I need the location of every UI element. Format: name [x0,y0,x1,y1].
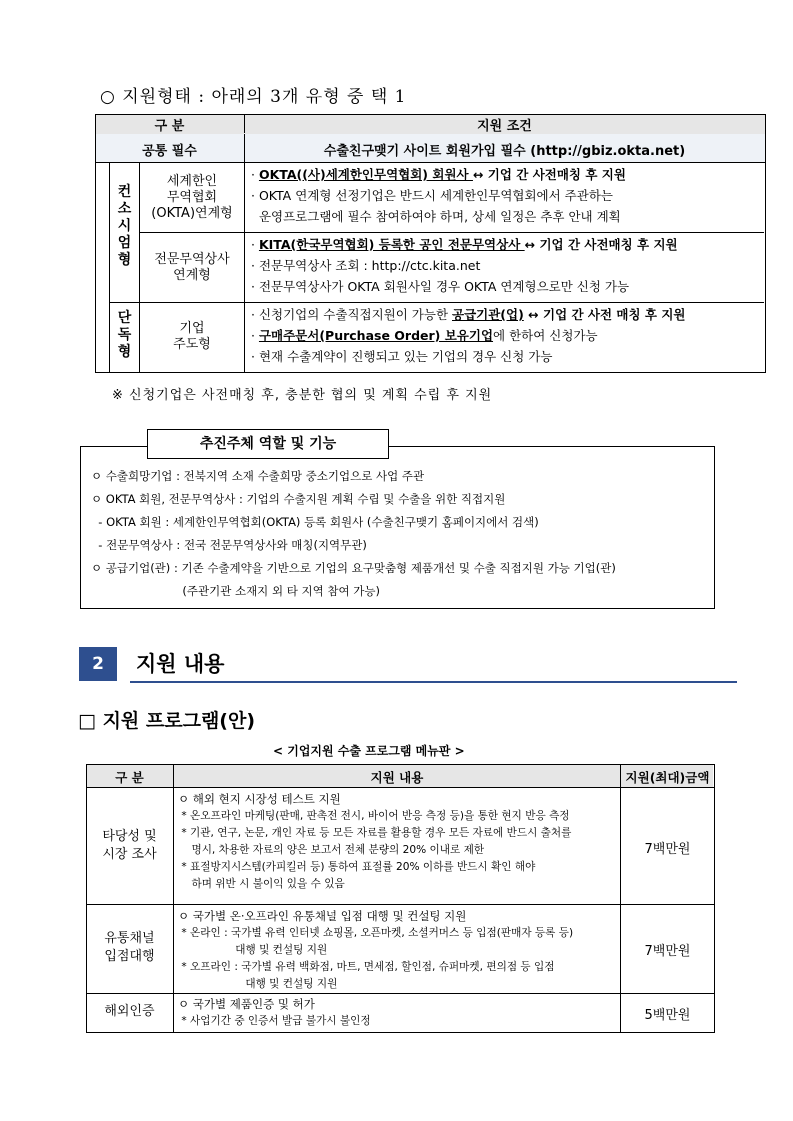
section-divider [130,681,737,683]
roles-box [80,446,715,609]
section-number: 2 [79,647,117,681]
program-header-content: 지원 내용 [370,770,424,785]
solo-label: 단 독 형 [117,310,132,360]
header-category-cell: 구 분 [154,119,185,134]
roles-title: 추진주체 역할 및 기능 [147,429,389,459]
roles-item: - 전문무역상사 : 전국 전문무역상사와 매칭(지역무관) [91,538,367,552]
program-header-amount: 지원(최대)금액 [625,770,710,785]
row-amount: 7백만원 [644,944,691,959]
row-amount: 5백만원 [644,1008,691,1023]
row-category: 해외인증 [104,1004,155,1019]
common-condition-cell: 수출친구맺기 사이트 회원가입 필수 (http://gbiz.okta.net) [323,144,686,159]
roles-item: (주관기관 소재지 외 타 지역 참여 가능) [91,584,380,598]
roles-item: - OKTA 회원 : 세계한인무역협회(OKTA) 등록 회원사 (수출친구맺기 홈페이지에서 검색) [91,515,539,529]
row-content: ㅇ 국가별 온·오프라인 유통채널 입점 대행 및 컨설팅 지원 * 온라인 : 국가별 유력 인터넷 쇼핑몰, 오픈마켓, 소셜커머스 등 입점(판매자 등록 등) 대행 및 컨설팅 지원 * 오프라인 : 국가별 유력 백화점, 마트, 면세점, 할인점, 슈퍼마켓, 편의점 등 입점 대행 및 컨설팅 지원 [178,909,574,990]
roles-item: ㅇ 수출희망기업 : 전북지역 소재 수출희망 중소기업으로 사업 주관 [91,469,425,483]
roles-item: ㅇ OKTA 회원, 전문무역상사 : 기업의 수출지원 계획 수립 및 수출을 위한 직접지원 [91,492,506,506]
company-type-name: 기업 주도형 [173,321,211,352]
okta-conditions: · OKTA((사)세계한인무역협회) 회원사 ↔ 기업 간 사전매칭 후 지원 · OKTA 연계형 선정기업은 반드시 세계한인무역협회에서 주관하는 운영프로그램에 필수 참여하여야 하며, 상세 일정은 추후 안내 계획 [251,167,626,224]
row-content: ㅇ 해외 현지 시장성 테스트 지원 * 온오프라인 마케팅(판매, 판촉전 전시, 바이어 반응 측정 등)을 통한 현지 반응 측정 * 기관, 연구, 논문, 개인 자료 등 모든 자료를 활용할 경우 모든 자료에 반드시 출처를 명시, 차용한 자료의 양은 보고서 전체 분량의 20% 이내로 제한 * 표절방지시스템(카피킬러 등) 통하여 표절률 20% 이하를 반드시 확인 해야 하며 위반 시 불이익 있을 수 있음 [178,792,572,890]
row-amount: 7백만원 [644,842,691,857]
row-category: 타당성 및 시장 조사 [102,829,157,862]
roles-item: ㅇ 공급기업(관) : 기존 수출계약을 기반으로 기업의 요구맞춤형 제품개선 및 수출 직접지원 가능 기업(관) [91,561,616,575]
section-title: 지원 내용 [136,652,225,676]
common-label-cell: 공통 필수 [142,144,197,159]
roles-items [91,465,616,603]
menu-title: < 기업지원 수출 프로그램 메뉴판 > [273,744,465,758]
support-form-note: ※ 신청기업은 사전매칭 후, 충분한 협의 및 계획 수립 후 지원 [112,388,493,403]
trader-conditions: · KITA(한국무역협회) 등록한 공인 전문무역상사 ↔ 기업 간 사전매칭 후 지원 · 전문무역상사 조회 : http://ctc.kita.net · 전문무역상사가 OKTA 회원사일 경우 OKTA 연계형으로만 신청 가능 [251,237,678,294]
program-title: □ 지원 프로그램(안) [78,710,256,732]
program-header-category: 구 분 [115,770,144,785]
row-content: ㅇ 국가별 제품인증 및 허가 * 사업기간 중 인증서 발급 불가시 불인정 [178,997,371,1027]
company-conditions: · 신청기업의 수출직접지원이 가능한 공급기관(업) ↔ 기업 간 사전 매칭 후 지원 · 구매주문서(Purchase Order) 보유기업에 한하여 신청가능 · 현재 수출계약이 진행되고 있는 기업의 경우 신청 가능 [251,307,686,364]
trader-type-name: 전문무역상사 연계형 [154,252,230,283]
row-category: 유통채널 입점대행 [104,931,155,964]
okta-type-name: 세계한인 무역협회 (OKTA)연계형 [151,174,233,221]
header-condition-cell: 지원 조건 [477,119,532,134]
support-form-grid [95,114,765,373]
support-form-heading: ○ 지원형태 : 아래의 3개 유형 중 택 1 [100,87,407,107]
consortium-label: 컨 소 시 엄 형 [117,184,132,268]
program-table [86,764,714,1032]
